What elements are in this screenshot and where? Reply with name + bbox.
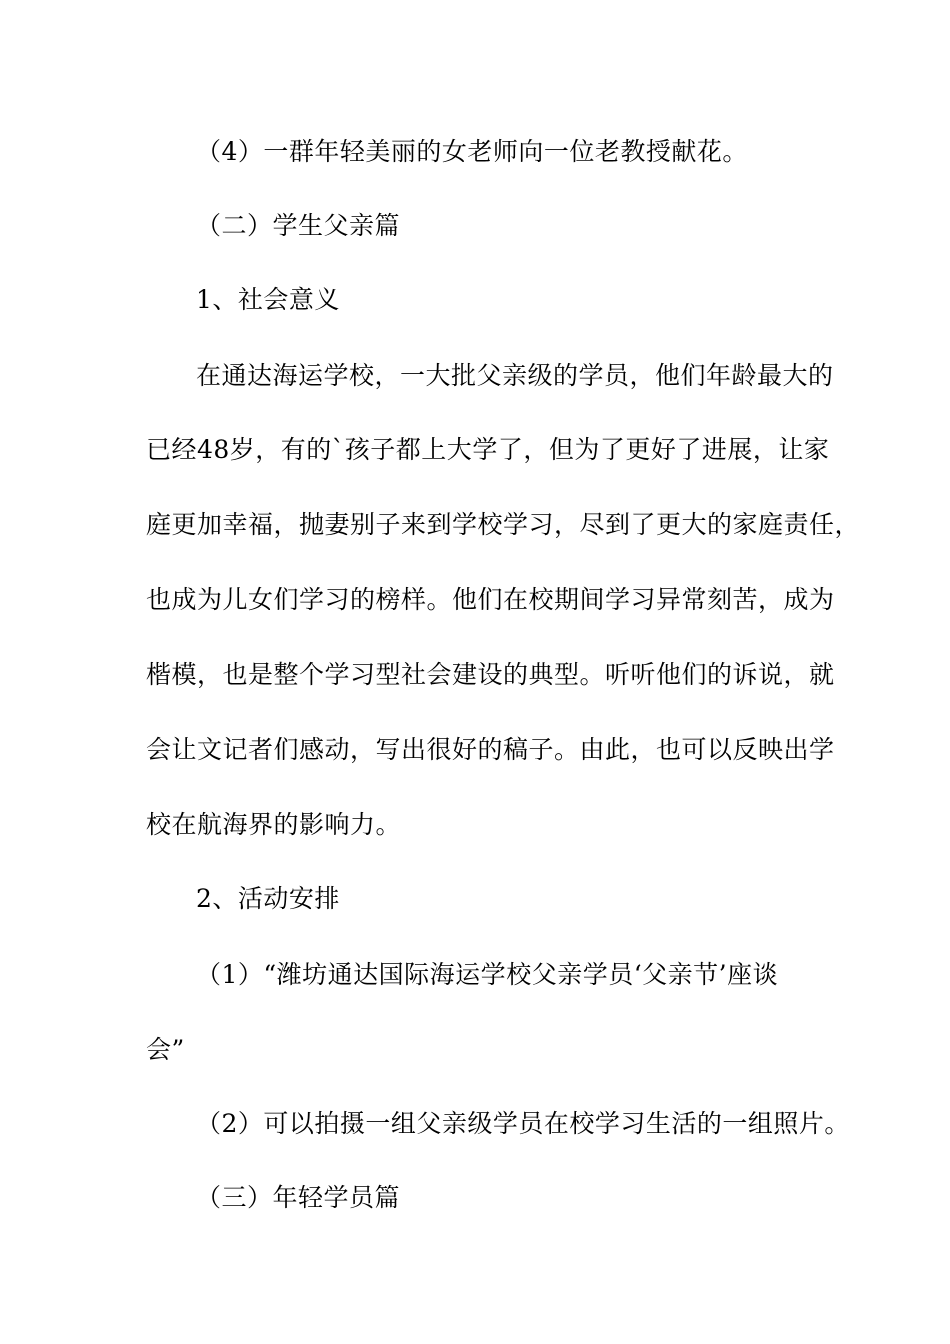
paragraph-line-3: 庭更加幸福，抛妻别子来到学校学习，尽到了更大的家庭责任， <box>146 510 861 539</box>
paragraph-line-5: 楷模，也是整个学习型社会建设的典型。听听他们的诉说，就 <box>146 660 835 689</box>
subheading-social-significance: 1、社会意义 <box>196 285 340 314</box>
paragraph-line-6: 会让文记者们感动，写出很好的稿子。由此，也可以反映出学 <box>146 735 835 764</box>
list-item-4: （4）一群年轻美丽的女老师向一位老教授献花。 <box>196 137 748 166</box>
paragraph-line-2: 已经48岁，有的`孩子都上大学了，但为了更好了进展，让家 <box>146 435 830 464</box>
section-heading-fathers: （二）学生父亲篇 <box>196 211 401 240</box>
paragraph-line-7: 校在航海界的影响力。 <box>146 810 402 839</box>
list-item-1-line-1: （1）“潍坊通达国际海运学校父亲学员‘父亲节’座谈 <box>196 960 779 989</box>
list-item-1-line-2: 会” <box>146 1035 185 1064</box>
section-heading-young-students: （三）年轻学员篇 <box>196 1183 401 1212</box>
subheading-activity-arrangement: 2、活动安排 <box>196 884 340 913</box>
paragraph-line-1: 在通达海运学校，一大批父亲级的学员，他们年龄最大的 <box>196 361 834 390</box>
list-item-2: （2）可以拍摄一组父亲级学员在校学习生活的一组照片。 <box>196 1109 850 1138</box>
paragraph-line-4: 也成为儿女们学习的榜样。他们在校期间学习异常刻苦，成为 <box>146 585 835 614</box>
